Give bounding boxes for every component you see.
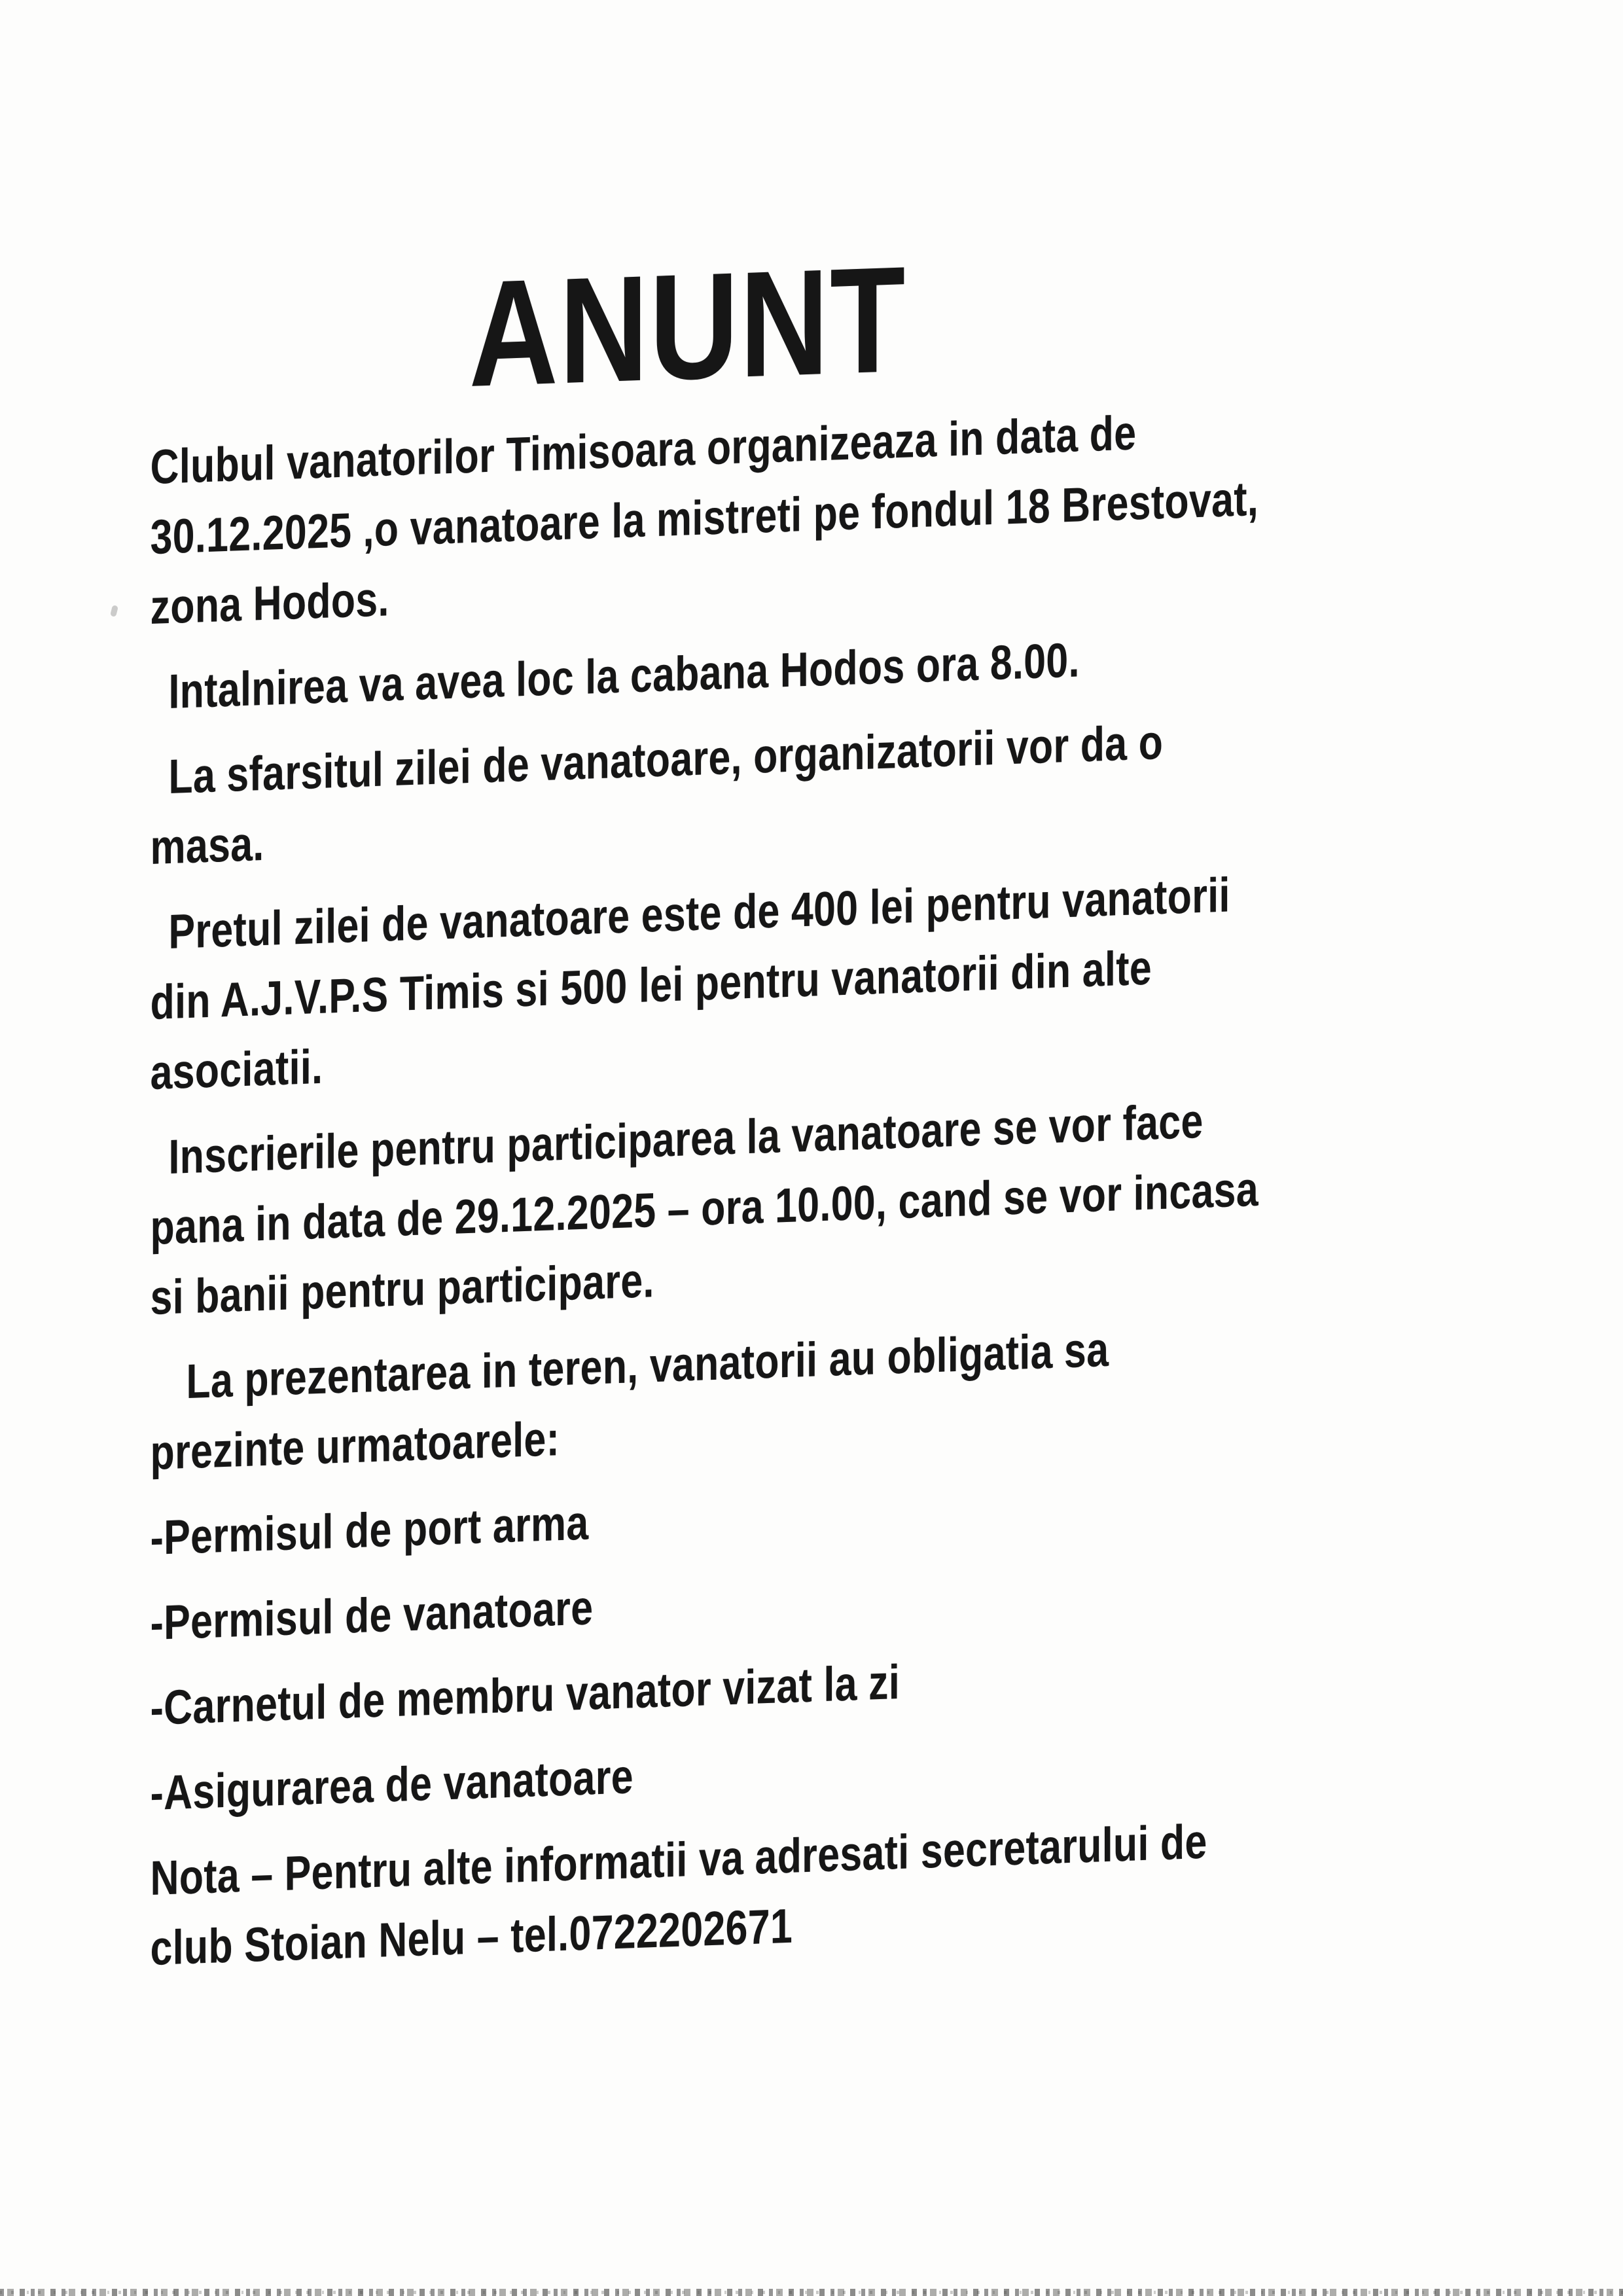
text-line: La prezentarea in teren, vanatorii au obligatia sa	[186, 1321, 1109, 1409]
text-line: asociatii.	[150, 1039, 323, 1100]
text-line: din A.J.V.P.S Timis si 500 lei pentru vanatorii din alte	[150, 940, 1152, 1030]
text-line: zona Hodos.	[150, 571, 389, 634]
text-line: -Permisul de port arma	[150, 1495, 589, 1565]
paragraph-registration	[151, 1071, 1623, 1333]
page-title: ANUNT	[469, 234, 906, 418]
paragraph-note	[151, 1791, 1623, 1983]
text-line: Inscrierile pentru participarea la vanatoare se vor face	[168, 1093, 1204, 1185]
text-line: masa.	[150, 816, 264, 874]
text-line: prezinte urmatoarele:	[150, 1411, 560, 1480]
text-line: -Permisul de vanatoare	[150, 1580, 594, 1650]
text-line: Pretul zilei de vanatoare este de 400 lei pentru vanatorii	[168, 867, 1230, 960]
text-line: Intalnirea va avea loc la cabana Hodos ora 8.00.	[168, 632, 1080, 719]
scan-noise-band-secondary	[0, 2291, 1623, 2294]
text-line: -Carnetul de membru vanator vizat la zi	[150, 1654, 901, 1735]
text-line: -Asigurarea de vanatoare	[150, 1749, 633, 1820]
text-line: La sfarsitul zilei de vanatoare, organizatorii vor da o	[168, 714, 1164, 804]
text-line: Nota – Pentru alte informatii va adresati secretarului de	[150, 1814, 1207, 1905]
text-line: 30.12.2025 ,o vanatoare la mistreti pe fondul 18 Brestovat,	[150, 471, 1259, 564]
text-line: pana in data de 29.12.2025 – ora 10.00, cand se vor incasa	[150, 1161, 1259, 1255]
text-line: club Stoian Nelu – tel.0722202671	[150, 1898, 793, 1975]
text-line: si banii pentru participare.	[150, 1253, 654, 1325]
paragraph-intro	[151, 380, 1623, 642]
text-line: Clubul vanatorilor Timisoara organizeaza in data de	[150, 405, 1137, 494]
paragraph-price	[151, 846, 1623, 1107]
